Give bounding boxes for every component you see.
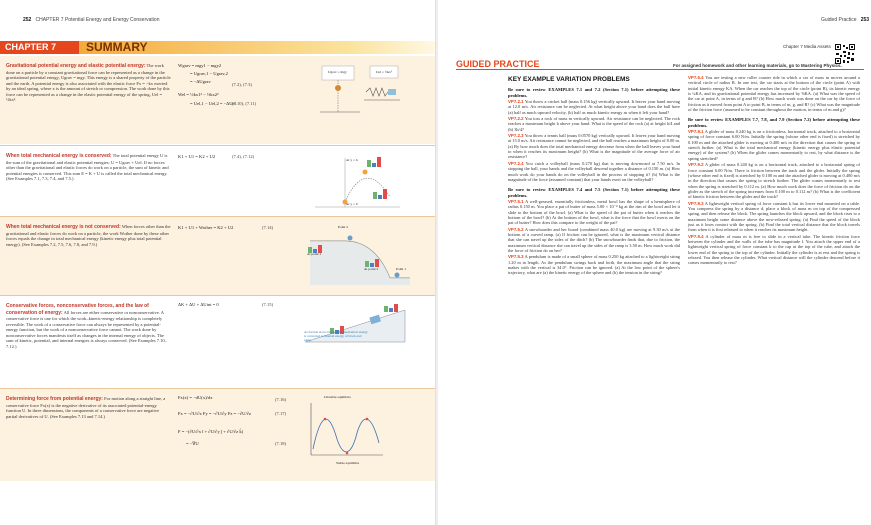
equation: F = −(∂U/∂x î + ∂U/∂y ĵ + ∂U/∂z k̂) — [178, 429, 244, 434]
problem-text: You catch a volleyball (mass 0.270 kg) that is moving downward at 7.50 m/s. In stopping the ball, your hands and the volleyball descend together a distance of 0.150 m. (a) How much work do your hands do on the volleyball in the process of stopping it? (b) What is the magnitude of the force (assumed constant) that your hands exert on the volleyball? — [508, 160, 680, 182]
section-text — [6, 396, 171, 419]
problem-id: VP7.2.1 — [508, 99, 524, 105]
figure-label: Uel = ½kx² — [376, 70, 392, 74]
left-running-head — [23, 17, 159, 23]
problem-id: VP7.5.1 — [508, 198, 524, 204]
section-text — [6, 153, 171, 182]
right-running-head — [821, 17, 869, 23]
problem-id: VP7.9.1 — [688, 129, 704, 135]
problem-text: You throw a cricket ball (mass 0.156 kg) vertically upward. It leaves your hand moving at 12.0 m/s. Air resistance can be neglected. At what height above your hand does the ball have (a) half as much upward velocity, (b) half as much kinetic energy as when it left your hand? — [508, 99, 680, 115]
section-heading: Determining force from potential energy: — [6, 396, 103, 402]
equation: K1 + U1 + Wother = K2 + U2 — [178, 225, 234, 230]
section-heading: When total mechanical energy is not conserved: — [6, 224, 121, 230]
figure-label: Unstable equilibria — [324, 395, 351, 399]
problem — [688, 201, 860, 233]
figure-label: Stable equilibria — [336, 461, 360, 465]
right-running-title: Guided Practice — [821, 17, 857, 23]
equation-number: (7.16) — [275, 397, 287, 402]
section-body: For motion along a straight line, a conservative force Fx(x) is the negative derivative of its associated potential-energy function U. In three dimensions, the components of a conservative force are negative partial derivatives of U. (See Examples 7.13 and 7.14.) — [6, 396, 166, 419]
equation: Fx(x) = −dU(x)/dx — [178, 395, 213, 400]
section-body: The total potential energy U is the sum of the gravitational and elastic potential energies: U = Ugrav + Uel. If no forces other than the gravitational and elastic forces do work on a particle, the sum of kinetic and potential energies is conserved. This sum E = K + U is called the total mechanical energy. (See Examples 7.1, 7.3, 7.4, and 7.5.) — [6, 153, 169, 181]
equation-number: (7.18) — [275, 441, 287, 446]
problem-text: A well-greased, essentially frictionless, metal bowl has the shape of a hemisphere of radius 0.150 m. You place a pat of butter of mass 5.00 × 10⁻⁴ kg at the rim of the bowl and let it slide to the bottom of the bowl. (a) What is the speed of the pat of butter when it reaches the bottom of the bowl? (b) At the bottom of the bowl, what is the force that the bowl exerts on the pat of butter? How does this compare to the weight of the pat? — [508, 198, 680, 226]
problem-id: VP7.2.3 — [508, 133, 524, 139]
section-text — [6, 63, 171, 103]
problem — [508, 199, 680, 226]
equation: K1 + U1 = K2 + U2 — [178, 154, 216, 159]
section-heading: Conservative forces, nonconservative forces, and the law of conservation of energy: — [6, 303, 149, 316]
figure-label: At point 2 — [364, 267, 379, 271]
equation-number: (7.17) — [275, 411, 287, 416]
right-page-number: 253 — [860, 17, 870, 23]
section-heading: When total mechanical energy is conserved: — [6, 153, 112, 159]
problem — [688, 234, 860, 266]
problem-id: VP7.2.2 — [508, 116, 524, 122]
section-body: When forces other than the gravitational and elastic forces do work on a particle, the work Wother done by these other forces equals the change in total mechanical energy (kinetic energy plus total potential energy). (See Examples 7.2, 7.5, 7.6, 7.8, and 7.9.) — [6, 224, 171, 247]
left-running-title: CHAPTER 7 Potential Energy and Energy Conservation — [35, 17, 160, 23]
media-assets-label: Chapter 7 Media Assets — [783, 44, 831, 49]
problem — [688, 129, 860, 161]
group-intro: Be sure to review EXAMPLES 7.4 and 7.5 (Section 7.1) before attempting these problems. — [508, 187, 680, 198]
problem — [508, 254, 680, 275]
section-body: All forces are either conservative or nonconservative. A conservative force is one for which the work–kinetic-energy relationship is completely reversible. The work of a conservative force can always be represented by a potential-energy function, but the work of a nonconservative force cannot. The work done by nonconservative forces manifests itself as changes in the internal energy of objects. The sum of kinetic, potential, and internal energies is always conserved. (See Examples 7.10–7.12.) — [6, 309, 167, 349]
figure-label: At point 1 — [307, 252, 322, 256]
summary-section-conservative-forces — [0, 296, 436, 388]
problem — [508, 99, 680, 115]
left-page-number: 252 — [23, 17, 32, 23]
guided-practice-note: For assigned homework and other learning materials, go to Mastering Physics. — [673, 63, 842, 68]
chapter-label: CHAPTER 7 — [0, 41, 79, 54]
equation-number: (7.4), (7.12) — [232, 154, 255, 159]
header-rule — [456, 69, 864, 70]
section-body: The work done on a particle by a constant gravitational force can be represented as a change in the gravitational potential energy, Ugrav = mgy. This energy is a shared property of the particle and the earth. A potential energy is also associated with the elastic force Fx = −kx exerted by an ideal spring, where x is the amount of stretch or compression. The work done by this force can be represented as a change in the elastic potential energy of the spring, Uel = ½kx². — [6, 63, 171, 102]
problem-text: You are testing a new roller coaster ride in which a car of mass m moves around a vertical circle of radius R. In one test, the car starts at the bottom of the circle (point A) with initial kinetic energy KA. When the car reaches the top of the circle (point B), its kinetic energy is ¼KA, and its gravitational potential energy has increased by ⅝KA. (a) What was the speed of the car at point A, in terms of g and R? (b) How much work was done on the car by the force of friction as it moved from point A to point B, in terms of m, g, and R? (c) What was the magnitude of the friction force (assumed to be constant throughout the motion, in terms of m and g)? — [688, 75, 861, 113]
group-intro: Be sure to review EXAMPLES 7.1 and 7.2 (Section 7.1) before attempting these problems. — [508, 87, 680, 98]
problem — [508, 116, 680, 132]
problems-column-right — [688, 75, 860, 267]
problem — [508, 227, 680, 254]
problem-text: You toss a rock of mass m vertically upward. Air resistance can be neglected. The rock reaches a maximum height h above your hand. What is the speed of the rock (a) at height h/4 and (b) 3h/4? — [508, 116, 680, 132]
problem — [508, 161, 680, 182]
problem-id: VP7.9.2 — [688, 162, 704, 168]
problem — [688, 162, 860, 199]
section-title: KEY EXAMPLE VARIATION PROBLEMS — [508, 76, 630, 83]
figure-label: At y = 0 — [346, 202, 358, 206]
problem — [688, 75, 860, 112]
guided-practice-header: GUIDED PRACTICE — [456, 59, 540, 69]
qr-code-icon[interactable] — [834, 43, 856, 65]
equation: = Uel,1 − Uel,2 = −ΔUel — [190, 101, 236, 106]
figure-caption: As friction slows block, total mechanical energy is converted to internal energy of block and ramp. — [304, 330, 368, 342]
equation-number: (7.10), (7.11) — [232, 101, 257, 106]
problem-text: A glider of mass 0.240 kg is on a frictionless, horizontal track, attached to a horizontal spring of force constant 6.00 N/m. Initially the spring (whose other end is fixed) is stretched by 0.100 m and the attached glider is moving at 0.400 m/s in the direction that causes the spring to stretch further. (a) What is the total mechanical energy (kinetic energy plus elastic potential energy) of the system? (b) When the glider comes momentarily to rest, by what distance is the spring stretched? — [688, 129, 861, 161]
summary-section-force-from-potential — [0, 389, 436, 481]
summary-section-energy-conserved — [0, 146, 436, 216]
section-heading: Gravitational potential energy and elastic potential energy: — [6, 63, 146, 69]
figure-label: Ugrav = mgy — [328, 70, 347, 74]
problem-text: You throw a tennis ball (mass 0.0570 kg) vertically upward. It leaves your hand moving at 15.0 m/s. Air resistance cannot be neglected, and the ball reaches a maximum height of 8.00 m. (a) By how much does the total mechanical energy decrease from when the ball leaves your hand to when it reaches its maximum height? (b) What is the magnitude of the average force of air resistance? — [508, 133, 681, 160]
problem-id: VP7.9.4 — [688, 233, 704, 239]
problem-id: VP7.5.3 — [508, 254, 524, 260]
equation-number: (7.2), (7.3) — [232, 82, 252, 87]
problem-id: VP7.5.2 — [508, 226, 524, 232]
summary-title: SUMMARY — [86, 40, 148, 54]
equation: = Ugrav,1 − Ugrav,2 — [190, 71, 228, 76]
equation: Wgrav = mgy1 − mgy2 — [178, 63, 222, 68]
problem-text: A glider of mass 0.240 kg is on a horizontal track, attached to a horizontal spring of force constant 6.00 N/m. There is friction between the track and the glider. Initially the spring (whose other end is fixed) is stretched by 0.100 m and the attached glider is moving at 0.400 m/s in the direction that causes the spring to stretch further. The glider comes momentarily to rest when the spring is stretched by 0.112 m. (a) How much work does the force of friction do on the glider as the stretch of the spring increases from 0.100 m to 0.112 m? (b) What is the coefficient of kinetic friction between the glider and the track? — [688, 162, 860, 200]
problem — [508, 133, 680, 160]
summary-banner — [0, 41, 436, 54]
section-text — [6, 303, 171, 349]
problem-text: A cylinder of mass m is free to slide in a vertical tube. The kinetic friction force between the cylinder and the walls of the tube has magnitude f. You attach the upper end of a lightweight vertical spring of force constant k to the cap at the top of the tube, and attach the lower end of the spring to the top of the cylinder. Initially the cylinder is at rest and the spring is relaxed. You then release the cylinder. What vertical distance will the cylinder descend before it comes momentarily to rest? — [688, 233, 861, 266]
summary-section-potential-energy — [0, 56, 436, 144]
equation-number: (7.14) — [262, 225, 274, 230]
equation: ΔK + ΔU + ΔUint = 0 — [178, 302, 219, 307]
equation: = −∇U — [186, 441, 199, 446]
problem-id: VP7.2.4 — [508, 160, 524, 166]
equation: = −ΔUgrav — [190, 79, 211, 84]
right-page — [438, 0, 871, 525]
equation: Wel = ½kx1² − ½kx2² — [178, 92, 219, 97]
summary-section-energy-not-conserved — [0, 217, 436, 295]
section-text — [6, 224, 171, 247]
group-intro: Be sure to review EXAMPLES 7.7, 7.8, and 7.9 (Section 7.2) before attempting these problems. — [688, 117, 860, 128]
ramp-figure — [305, 223, 415, 288]
figure-label: At y = h — [346, 158, 358, 162]
problem-id: VP7.9.3 — [688, 200, 704, 206]
equation: Fx = −∂U/∂x Fy = −∂U/∂y Fz = −∂U/∂z — [178, 411, 252, 416]
potential-energy-curve-figure — [305, 399, 385, 461]
problem-text: A lightweight vertical spring of force constant k has its lower end mounted on a table. You compress the spring by a distance d, place a block of mass m on top of the compressed spring, and then release the block. The spring launches the block upward, and the block rises to a maximum height some distance above the now-relaxed spring. (a) Find the speed of the block just as it loses contact with the spring. (b) Find the total vertical distance that the block travels from when it is first released to when it reaches its maximum height. — [688, 200, 860, 233]
figure-label: Point 1 — [396, 267, 407, 271]
problems-column-left — [508, 77, 680, 277]
figure-label: Point 2 — [338, 225, 349, 229]
problem-text: A pendulum is made of a small sphere of mass 0.250 kg attached to a lightweight string 1.20 m in length. As the pendulum swings back and forth, the maximum angle that the string makes with the vertical is 34.0°. Friction can be ignored. (a) At the low point of the sphere's trajectory, what are (a) the kinetic energy of the sphere and (b) the tension in the string? — [508, 254, 681, 276]
problem-text: A snowboarder and her board (combined mass 40.0 kg) are moving at 9.30 m/s at the bottom of a curved ramp. (a) If friction can be ignored, what is the maximum vertical distance that she can travel up the sides of the ditch? (b) The snowboarder finds that, due to friction, the maximum vertical distance she can travel up the sides of the ramp is 3.50 m. How much work did the force of friction do on her? — [508, 226, 680, 253]
equation-number: (7.15) — [262, 302, 274, 307]
problem-id: VP7.5.4 — [688, 75, 704, 80]
